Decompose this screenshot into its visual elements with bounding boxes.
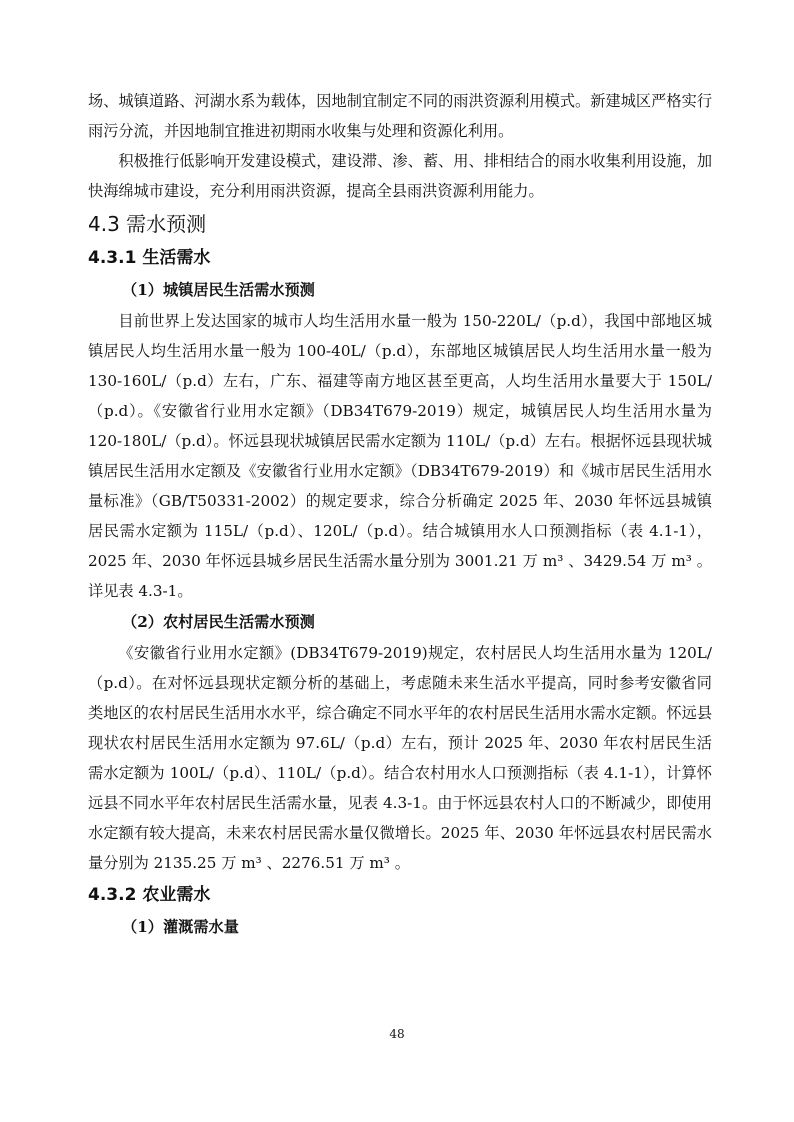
intro-paragraph-2: 积极推行低影响开发建设模式，建设滞、渗、蓄、用、排相结合的雨水收集利用设施，加快海绵城市建设，充分利用雨洪资源，提高全县雨洪资源利用能力。 — [88, 152, 712, 200]
section-heading-4-3-1: 4.3.1 生活需水 — [88, 248, 211, 268]
subheading-rural-residents: （2）农村居民生活需水预测 — [122, 613, 315, 631]
document-page — [88, 86, 712, 943]
page-number: 48 — [389, 1027, 405, 1041]
rural-residents-paragraph: 《安徽省行业用水定额》(DB34T679-2019)规定，农村居民人均生活用水量为 120L/（p.d）。在对怀远县现状定额分析的基础上，考虑随未来生活水平提高，同时参考安徽省同类地区的农村居民生活用水水平，综合确定不同水平年的农村居民生活用水需水定额。怀远县现状农村居民生活用水定额为 97.6L/（p.d）左右，预计 2025 年、2030 年农村居民生活需水定额为 100L/（p.d）、110L/（p.d）。结合农村用水人口预测指标（表 4.1-1），计算怀远县不同水平年农村居民生活需水量，见表 4.3-1。由于怀远县农村人口的不断减少，即使用水定额有较大提高，未来农村居民需水量仅微增长。2025 年、2030 年怀远县农村居民需水量分别为 2135.25 万 m³ 、2276.51 万 m³ 。 — [88, 644, 712, 872]
section-heading-4-3: 4.3 需水预测 — [88, 212, 207, 236]
subheading-irrigation: （1）灌溉需水量 — [122, 918, 239, 936]
section-heading-4-3-2: 4.3.2 农业需水 — [88, 885, 211, 905]
subheading-urban-residents: （1）城镇居民生活需水预测 — [122, 281, 315, 299]
urban-residents-paragraph: 目前世界上发达国家的城市人均生活用水量一般为 150-220L/（p.d），我国中部地区城镇居民人均生活用水量一般为 100-40L/（p.d），东部地区城镇居民人均生活用水量一般为 130-160L/（p.d）左右，广东、福建等南方地区甚至更高，人均生活用水量要大于 150L/（p.d）。《安徽省行业用水定额》（DB34T679-2019）规定，城镇居民人均生活用水量为 120-180L/（p.d）。怀远县现状城镇居民需水定额为 110L/（p.d）左右。根据怀远县现状城镇居民生活用水定额及《安徽省行业用水定额》（DB34T679-2019）和《城市居民生活用水量标准》（GB/T50331-2002）的规定要求，综合分析确定 2025 年、2030 年怀远县城镇居民需水定额为 115L/（p.d）、120L/（p.d）。结合城镇用水人口预测指标（表 4.1-1），2025 年、2030 年怀远县城乡居民生活需水量分别为 3001.21 万 m³ 、3429.54 万 m³ 。详见表 4.3-1。 — [88, 312, 712, 600]
intro-paragraph-1: 场、城镇道路、河湖水系为载体，因地制宜制定不同的雨洪资源利用模式。新建城区严格实行雨污分流，并因地制宜推进初期雨水收集与处理和资源化利用。 — [88, 92, 712, 140]
